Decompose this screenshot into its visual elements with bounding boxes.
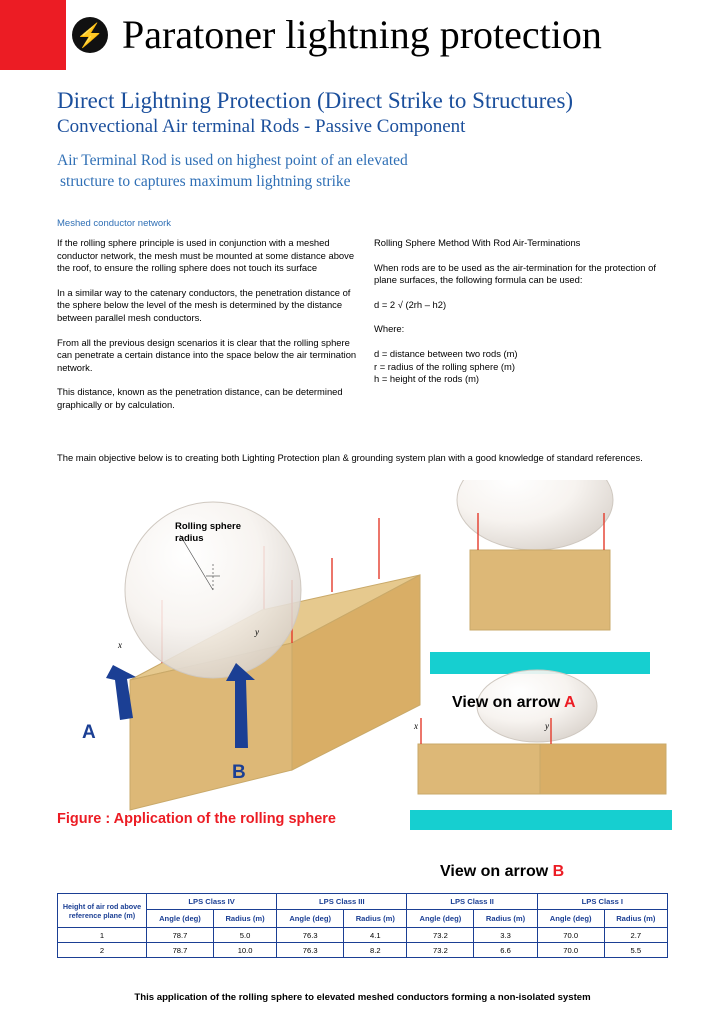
cell-value: 6.6: [474, 943, 537, 958]
svg-text:x: x: [118, 640, 122, 650]
rolling-sphere-label-line2: radius: [175, 533, 204, 544]
objective-text: The main objective below is to creating both Lighting Protection plan & grounding system plan with a good knowledge of standard references.: [57, 452, 643, 463]
rolling-sphere-label-line1: Rolling sphere: [175, 521, 241, 532]
table-header-row-classes: [58, 894, 668, 910]
view-on-arrow-b-caption: [440, 863, 564, 881]
paragraph: This distance, known as the penetration distance, can be determined graphically or by calculation.: [57, 386, 343, 410]
svg-text:x: x: [414, 721, 418, 731]
table-header-class-iii: LPS Class III: [277, 894, 407, 910]
footer-note: This application of the rolling sphere to elevated meshed conductors forming a non-isolated system: [134, 992, 591, 1003]
table-subheader-angle: Angle (deg): [277, 910, 344, 928]
cell-value: 8.2: [344, 943, 407, 958]
table-subheader-angle: Angle (deg): [147, 910, 214, 928]
intro-line-2: structure to captures maximum lightning strike: [60, 173, 351, 190]
cell-value: 70.0: [537, 943, 604, 958]
view-b-text: View on arrow: [440, 863, 553, 880]
rolling-sphere-label: [175, 521, 241, 545]
table-subheader-angle: Angle (deg): [407, 910, 474, 928]
left-column-subhead: Meshed conductor network: [57, 218, 172, 229]
view-a-letter: A: [564, 694, 576, 711]
paragraph: If the rolling sphere principle is used in conjunction with a meshed conductor network, the mesh must be mounted at some distance above the roof, to ensure the rolling sphere does not touch its surface: [57, 237, 355, 274]
cell-value: 78.7: [147, 928, 214, 943]
left-column-body: [57, 237, 357, 424]
arrow-label-b: B: [232, 762, 246, 783]
table-subheader-radius: Radius (m): [474, 910, 537, 928]
lps-table-wrapper: [57, 893, 668, 958]
cell-value: 78.7: [147, 943, 214, 958]
table-header-row-sub: [58, 910, 668, 928]
lightning-bolt-icon: ⚡: [72, 17, 108, 53]
cell-height: 1: [58, 928, 147, 943]
section-heading-primary: Direct Lightning Protection (Direct Strike to Structures): [57, 88, 574, 113]
cell-height: 2: [58, 943, 147, 958]
right-column-intro: When rods are to be used as the air-termination for the protection of plane surfaces, the following formula can be used:: [374, 261, 656, 286]
table-subheader-angle: Angle (deg): [537, 910, 604, 928]
formula: d = 2 √ (2rh – h2): [374, 298, 447, 310]
header-banner: [0, 0, 725, 70]
cell-value: 3.3: [474, 928, 537, 943]
definition: r = radius of the rolling sphere (m): [374, 360, 515, 372]
right-column-body: [374, 237, 674, 386]
cell-value: 76.3: [277, 928, 344, 943]
lps-class-table: [57, 893, 668, 958]
cell-value: 70.0: [537, 928, 604, 943]
arrow-label-a: A: [82, 722, 96, 743]
definition: d = distance between two rods (m): [374, 347, 518, 359]
paragraph: From all the previous design scenarios it is clear that the rolling sphere can penetrate a certain distance into the space below the air termination network.: [57, 336, 357, 373]
view-on-arrow-a-caption: [452, 694, 576, 712]
cell-value: 73.2: [407, 928, 474, 943]
cell-value: 4.1: [344, 928, 407, 943]
svg-text:y: y: [255, 627, 259, 637]
paragraph: In a similar way to the catenary conductors, the penetration distance of the sphere below the level of the mesh is determined by the distance between parallel mesh conductors.: [57, 286, 351, 323]
view-a-text: View on arrow: [452, 694, 565, 711]
view-b-letter: B: [552, 863, 565, 880]
cell-value: 5.5: [604, 943, 667, 958]
svg-text:y: y: [545, 721, 549, 731]
section-heading-secondary: Convectional Air terminal Rods - Passive Component: [57, 116, 466, 137]
cell-value: 73.2: [407, 943, 474, 958]
table-header-height: Height of air rod above reference plane (m): [58, 894, 147, 928]
table-header-class-iv: LPS Class IV: [147, 894, 277, 910]
cell-value: 5.0: [213, 928, 276, 943]
table-subheader-radius: Radius (m): [344, 910, 407, 928]
table-header-class-i: LPS Class I: [537, 894, 667, 910]
cell-value: 76.3: [277, 943, 344, 958]
definition: h = height of the rods (m): [374, 373, 480, 385]
page-title: Paratoner lightning protection: [122, 12, 602, 57]
intro-line-1: Air Terminal Rod is used on highest point of an elevated: [57, 152, 408, 169]
table-header-class-ii: LPS Class II: [407, 894, 537, 910]
table-row: [58, 943, 668, 958]
right-column-title: Rolling Sphere Method With Rod Air-Terminations: [374, 237, 581, 248]
table-subheader-radius: Radius (m): [604, 910, 667, 928]
cell-value: 2.7: [604, 928, 667, 943]
cell-value: 10.0: [213, 943, 276, 958]
figure-caption: Figure : Application of the rolling sphere: [57, 811, 336, 827]
table-row: [58, 928, 668, 943]
table-subheader-radius: Radius (m): [213, 910, 276, 928]
where-label: Where:: [374, 323, 405, 335]
